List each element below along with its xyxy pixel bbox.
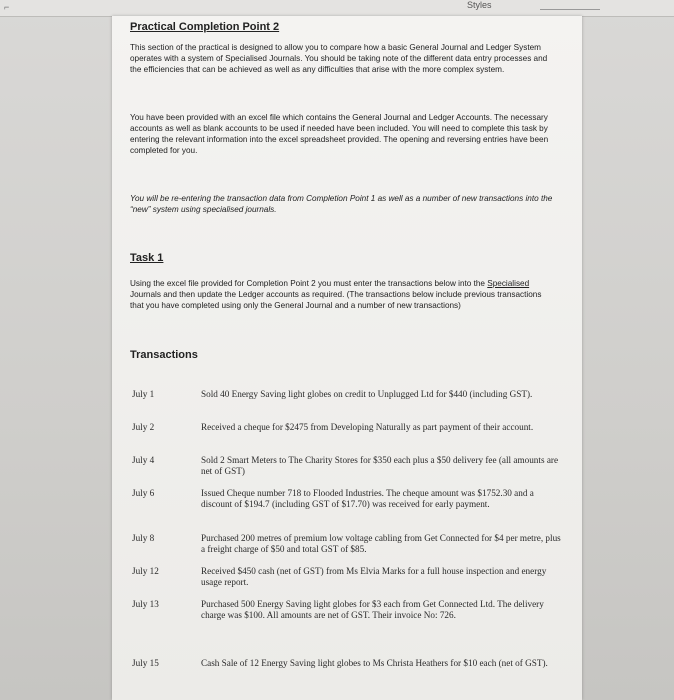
transactions-heading: Transactions <box>130 349 198 361</box>
document-page <box>112 16 582 700</box>
transaction-date: July 6 <box>132 488 155 498</box>
ruler-line <box>540 9 600 10</box>
task-text-before: Using the excel file provided for Completion Point 2 you must enter the transactions below into the <box>130 279 488 288</box>
transaction-description: Received $450 cash (net of GST) from Ms Elvia Marks for a full house inspection and energy usage report. <box>201 566 547 587</box>
transaction-date: July 12 <box>132 566 159 576</box>
task-heading: Task 1 <box>130 252 164 264</box>
specialised-link-text: Specialised <box>487 279 530 288</box>
corner-marker-icon: ⌐ <box>4 2 10 12</box>
transaction-date: July 8 <box>132 533 155 543</box>
transaction-description: Sold 2 Smart Meters to The Charity Stores for $350 each plus a $50 delivery fee (all amounts are net of GST) <box>201 455 559 476</box>
intro-paragraph: This section of the practical is designed to allow you to compare how a basic General Journal and Ledger System operates with a system of Specialised Journals. You should be taking note of the different data entry processes and the efficiencies that can be achieved as well as any difficulties that arise with the more complex system. <box>130 43 548 74</box>
transaction-date: July 13 <box>132 599 159 609</box>
transaction-description: Sold 40 Energy Saving light globes on credit to Unplugged Ltd for $440 (including GST). <box>201 389 533 399</box>
transaction-date: July 4 <box>132 455 155 465</box>
transaction-description: Received a cheque for $2475 from Developing Naturally as part payment of their account. <box>201 422 534 432</box>
transaction-description: Purchased 500 Energy Saving light globes for $3 each from Get Connected Ltd. The delivery charge was $100. All amounts are net of GST. Their invoice No: 726. <box>201 599 544 620</box>
re-entry-note: You will be re-entering the transaction data from Completion Point 1 as well as a number of new transactions into the “new” system using specialised journals. <box>130 194 553 214</box>
transaction-date: July 1 <box>132 389 155 399</box>
task-description <box>130 278 556 311</box>
transaction-description: Issued Cheque number 718 to Flooded Industries. The cheque amount was $1752.30 and a discount of $194.7 (including GST of $17.70) was received for early payment. <box>201 488 534 509</box>
instructions-paragraph: You have been provided with an excel file which contains the General Journal and Ledger Accounts. The necessary accounts as well as blank accounts to be used if needed have been included. You will need to complete this task by entering the relevant information into the excel spreadsheet provided. The opening and reversing entries have been completed for you. <box>130 113 549 155</box>
transaction-date: July 15 <box>132 658 159 668</box>
word-toolbar <box>0 0 674 17</box>
transaction-description: Cash Sale of 12 Energy Saving light globes to Ms Christa Heathers for $10 each (net of GST). <box>201 658 548 668</box>
transaction-description: Purchased 200 metres of premium low voltage cabling from Get Connected for $4 per metre, plus a freight charge of $50 and total GST of $85. <box>201 533 561 554</box>
page-title: Practical Completion Point 2 <box>130 21 280 33</box>
transaction-date: July 2 <box>132 422 155 432</box>
task-text-after: Journals and then update the Ledger accounts as required. (The transactions below include previous transactions that you have completed using only the General Journal and a number of new transactions) <box>130 290 542 310</box>
styles-button[interactable]: Styles <box>467 0 492 10</box>
